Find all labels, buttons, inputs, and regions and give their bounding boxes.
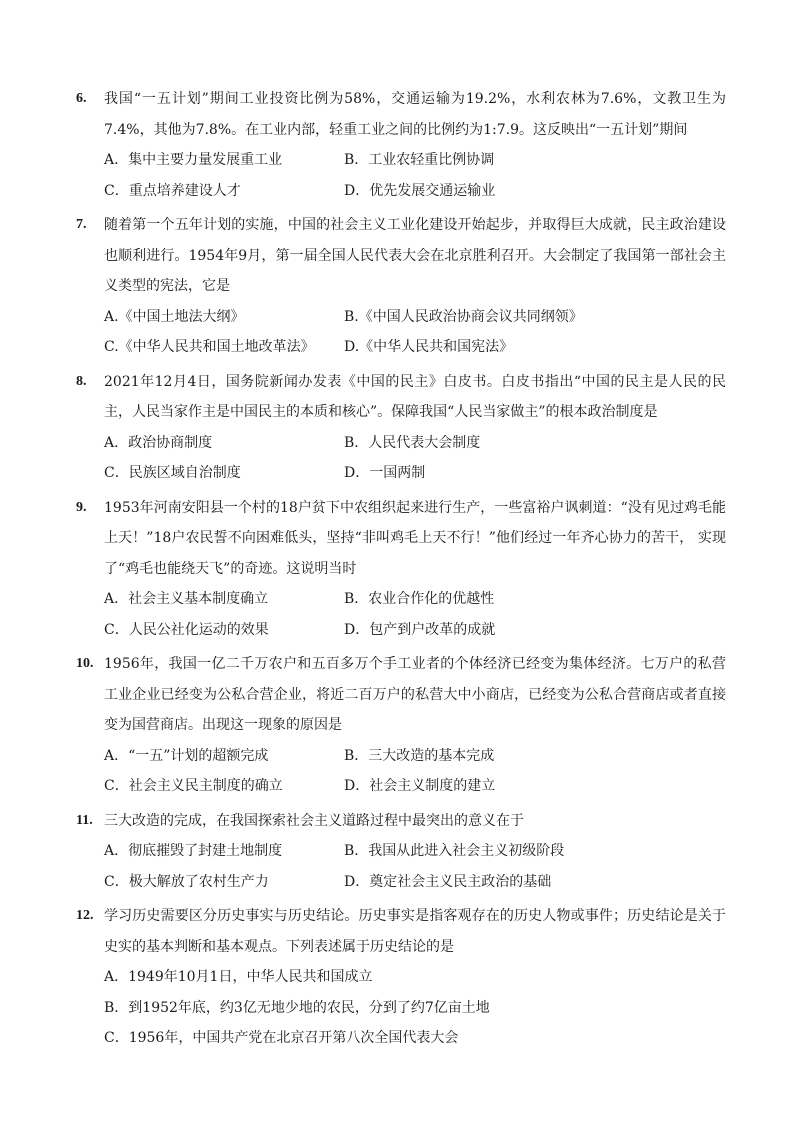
option-a: A．1949年10月1日，中华人民共和国成立 (104, 969, 373, 985)
question-stem: 1953年河南安阳县一个村的18户贫下中农组织起来进行生产，一些富裕户讽刺道：“没有见过鸡毛能上天！”18户农民誓不向困难低头，坚持“非叫鸡毛上天不行！”他们经过一年齐心协力的苦干， 实现了“鸡毛也能绕天飞”的奇迹。这说明当时 (104, 499, 726, 577)
question-8 (76, 367, 726, 489)
question-number: 6. (76, 91, 87, 106)
options-list (104, 302, 726, 363)
question-number: 9. (76, 499, 87, 515)
option-b: B．人民代表大会制度 (344, 434, 481, 451)
option-b: B．工业农轻重比例协调 (344, 152, 495, 168)
option-c: C．民族区域自治制度 (104, 465, 241, 481)
option-a: A．政治协商制度 (104, 434, 213, 451)
options-list (104, 145, 726, 206)
option-a: A．“一五”计划的超额完成 (104, 747, 269, 764)
question-stem: 2021年12月4日，国务院新闻办发表《中国的民主》白皮书。白皮书指出“中国的民主是人民的民主，人民当家作主是中国民主的本质和核心”。保障我国“人民当家做主”的根本政治制度是 (104, 373, 726, 420)
options-list (104, 584, 726, 645)
question-11 (76, 806, 726, 898)
question-stem: 三大改造的完成，在我国探索社会主义道路过程中最突出的意义在于 (104, 812, 524, 829)
question-12 (76, 901, 726, 1054)
question-7 (76, 210, 726, 363)
question-stem: 随着第一个五年计划的实施，中国的社会主义工业化建设开始起步，并取得巨大成就，民主政治建设也顺利进行。1954年9月，第一届全国人民代表大会在北京胜利召开。大会制定了我国第一部社会主义类型的宪法，它是 (104, 217, 726, 294)
option-b: B．我国从此进入社会主义初级阶段 (344, 843, 565, 859)
options-list (104, 428, 726, 489)
question-number: 12. (76, 908, 94, 923)
option-c: C．极大解放了农村生产力 (104, 873, 269, 890)
options-list (104, 962, 726, 1054)
options-list (104, 836, 726, 897)
options-list (104, 741, 726, 802)
option-d: D．一国两制 (344, 465, 426, 481)
option-a: A．彻底摧毁了封建土地制度 (104, 843, 283, 859)
question-stem: 我国“一五计划”期间工业投资比例为58%，交通运输为19.2%，水利农林为7.6%，文教卫生为7.4%，其他为7.8%。在工业内部，轻重工业之间的比例约为1:7.9。这反映出“一五计划”期间 (104, 91, 726, 138)
option-a: A.《中国土地法大纲》 (104, 308, 245, 325)
option-b: B.《中国人民政治协商会议共同纲领》 (344, 308, 583, 325)
option-c: C.《中华人民共和国土地改革法》 (104, 339, 315, 355)
option-c: C．重点培养建设人才 (104, 182, 241, 199)
question-6 (76, 84, 726, 206)
option-b: B．农业合作化的优越性 (344, 591, 495, 607)
option-d: D．包产到户改革的成就 (344, 621, 496, 638)
option-d: D．社会主义制度的建立 (344, 778, 496, 794)
option-c: C．人民公社化运动的效果 (104, 621, 269, 638)
option-a: A．集中主要力量发展重工业 (104, 152, 283, 168)
question-9 (76, 493, 726, 646)
option-c: C．社会主义民主制度的确立 (104, 778, 283, 794)
question-10 (76, 649, 726, 802)
question-number: 11. (76, 812, 93, 828)
question-stem: 1956年，我国一亿二千万农户和五百多万个手工业者的个体经济已经变为集体经济。七万户的私营工业企业已经变为公私合营企业，将近二百万户的私营大中小商店，已经变为公私合营商店或者直接变为国营商店。出现这一现象的原因是 (104, 656, 726, 733)
option-b: B．三大改造的基本完成 (344, 747, 495, 764)
question-list (76, 84, 726, 1058)
option-d: D．优先发展交通运输业 (344, 182, 496, 199)
question-stem: 学习历史需要区分历史事实与历史结论。历史事实是指客观存在的历史人物或事件；历史结论是关于史实的基本判断和基本观点。下列表述属于历史结论的是 (104, 908, 726, 955)
option-c: C．1956年，中国共产党在北京召开第八次全国代表大会 (104, 1030, 459, 1046)
question-number: 7. (76, 217, 87, 232)
option-b: B．到1952年底，约3亿无地少地的农民，分到了约7亿亩土地 (104, 999, 490, 1016)
option-a: A．社会主义基本制度确立 (104, 591, 269, 607)
question-number: 8. (76, 373, 87, 389)
question-number: 10. (76, 656, 94, 671)
option-d: D．奠定社会主义民主政治的基础 (344, 873, 552, 890)
option-d: D.《中华人民共和国宪法》 (344, 339, 514, 355)
